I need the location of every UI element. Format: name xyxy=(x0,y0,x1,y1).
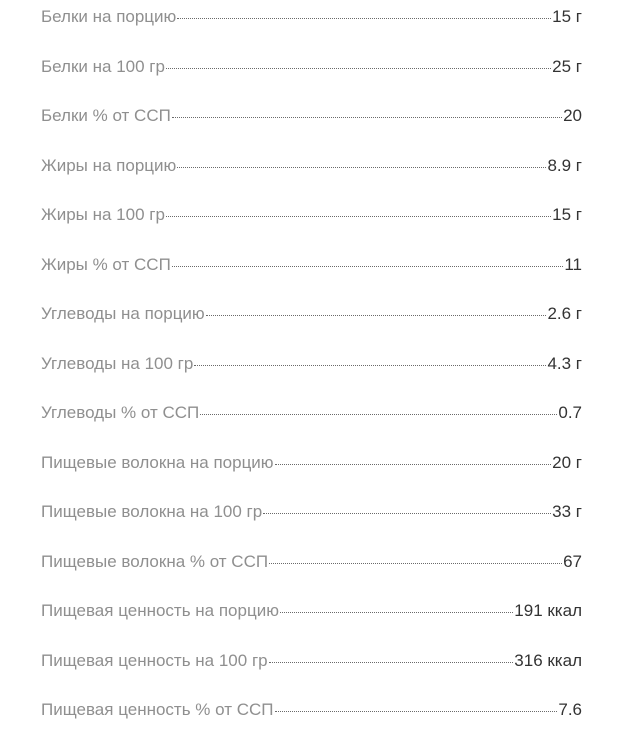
nutrition-label: Пищевые волокна на порцию xyxy=(41,452,274,472)
nutrition-value: 2.6 г xyxy=(547,304,582,323)
nutrition-value: 25 г xyxy=(552,56,582,76)
nutrition-value: 33 г xyxy=(552,502,582,521)
nutrition-row xyxy=(41,347,582,381)
nutrition-row xyxy=(41,446,582,480)
nutrition-label: Жиры на порцию xyxy=(41,155,177,175)
nutrition-row xyxy=(41,0,582,34)
dotted-leader xyxy=(166,215,551,217)
nutrition-row xyxy=(41,99,582,133)
nutrition-row xyxy=(41,149,582,183)
dotted-leader xyxy=(172,265,564,267)
dotted-leader xyxy=(177,166,546,168)
dotted-leader xyxy=(275,463,552,465)
nutrition-label: Пищевая ценность на 100 гр xyxy=(41,650,268,670)
nutrition-label: Пищевая ценность % от ССП xyxy=(41,700,274,719)
nutrition-label: Углеводы на 100 гр xyxy=(41,353,194,373)
dotted-leader xyxy=(177,17,551,19)
nutrition-row xyxy=(41,594,582,628)
dotted-leader xyxy=(206,314,547,316)
nutrition-label: Белки на 100 гр xyxy=(41,56,165,76)
nutrition-row xyxy=(41,297,582,331)
dotted-leader xyxy=(269,562,562,564)
nutrition-row xyxy=(41,644,582,678)
nutrition-value: 7.6 xyxy=(558,700,582,719)
nutrition-label: Пищевые волокна % от ССП xyxy=(41,551,269,571)
nutrition-row xyxy=(41,495,582,529)
nutrition-row xyxy=(41,396,582,430)
nutrition-label: Углеводы на порцию xyxy=(41,304,205,323)
nutrition-value: 67 xyxy=(563,551,582,571)
nutrition-label: Пищевые волокна на 100 гр xyxy=(41,502,263,521)
nutrition-label: Жиры % от ССП xyxy=(41,254,171,274)
nutrition-label: Пищевая ценность на порцию xyxy=(41,601,279,620)
nutrition-label: Белки на порцию xyxy=(41,7,177,26)
nutrition-value: 316 ккал xyxy=(514,650,582,670)
nutrition-row xyxy=(41,198,582,232)
nutrition-value: 20 xyxy=(563,106,582,125)
dotted-leader xyxy=(263,512,551,514)
dotted-leader xyxy=(280,611,513,613)
nutrition-row xyxy=(41,50,582,84)
nutrition-label: Белки % от ССП xyxy=(41,106,171,125)
dotted-leader xyxy=(166,67,551,69)
nutrition-row xyxy=(41,693,582,727)
nutrition-value: 8.9 г xyxy=(547,155,582,175)
dotted-leader xyxy=(194,364,546,366)
nutrition-row xyxy=(41,545,582,579)
dotted-leader xyxy=(200,413,557,415)
nutrition-value: 11 xyxy=(564,254,582,274)
dotted-leader xyxy=(269,661,514,663)
nutrition-value: 15 г xyxy=(552,7,582,26)
nutrition-value: 191 ккал xyxy=(514,601,582,620)
dotted-leader xyxy=(172,116,562,118)
nutrition-value: 20 г xyxy=(552,452,582,472)
nutrition-value: 4.3 г xyxy=(547,353,582,373)
nutrition-value: 0.7 xyxy=(558,403,582,422)
nutrition-row xyxy=(41,248,582,282)
nutrition-label: Жиры на 100 гр xyxy=(41,205,165,224)
nutrition-label: Углеводы % от ССП xyxy=(41,403,200,422)
dotted-leader xyxy=(275,710,558,712)
nutrition-value: 15 г xyxy=(552,205,582,224)
